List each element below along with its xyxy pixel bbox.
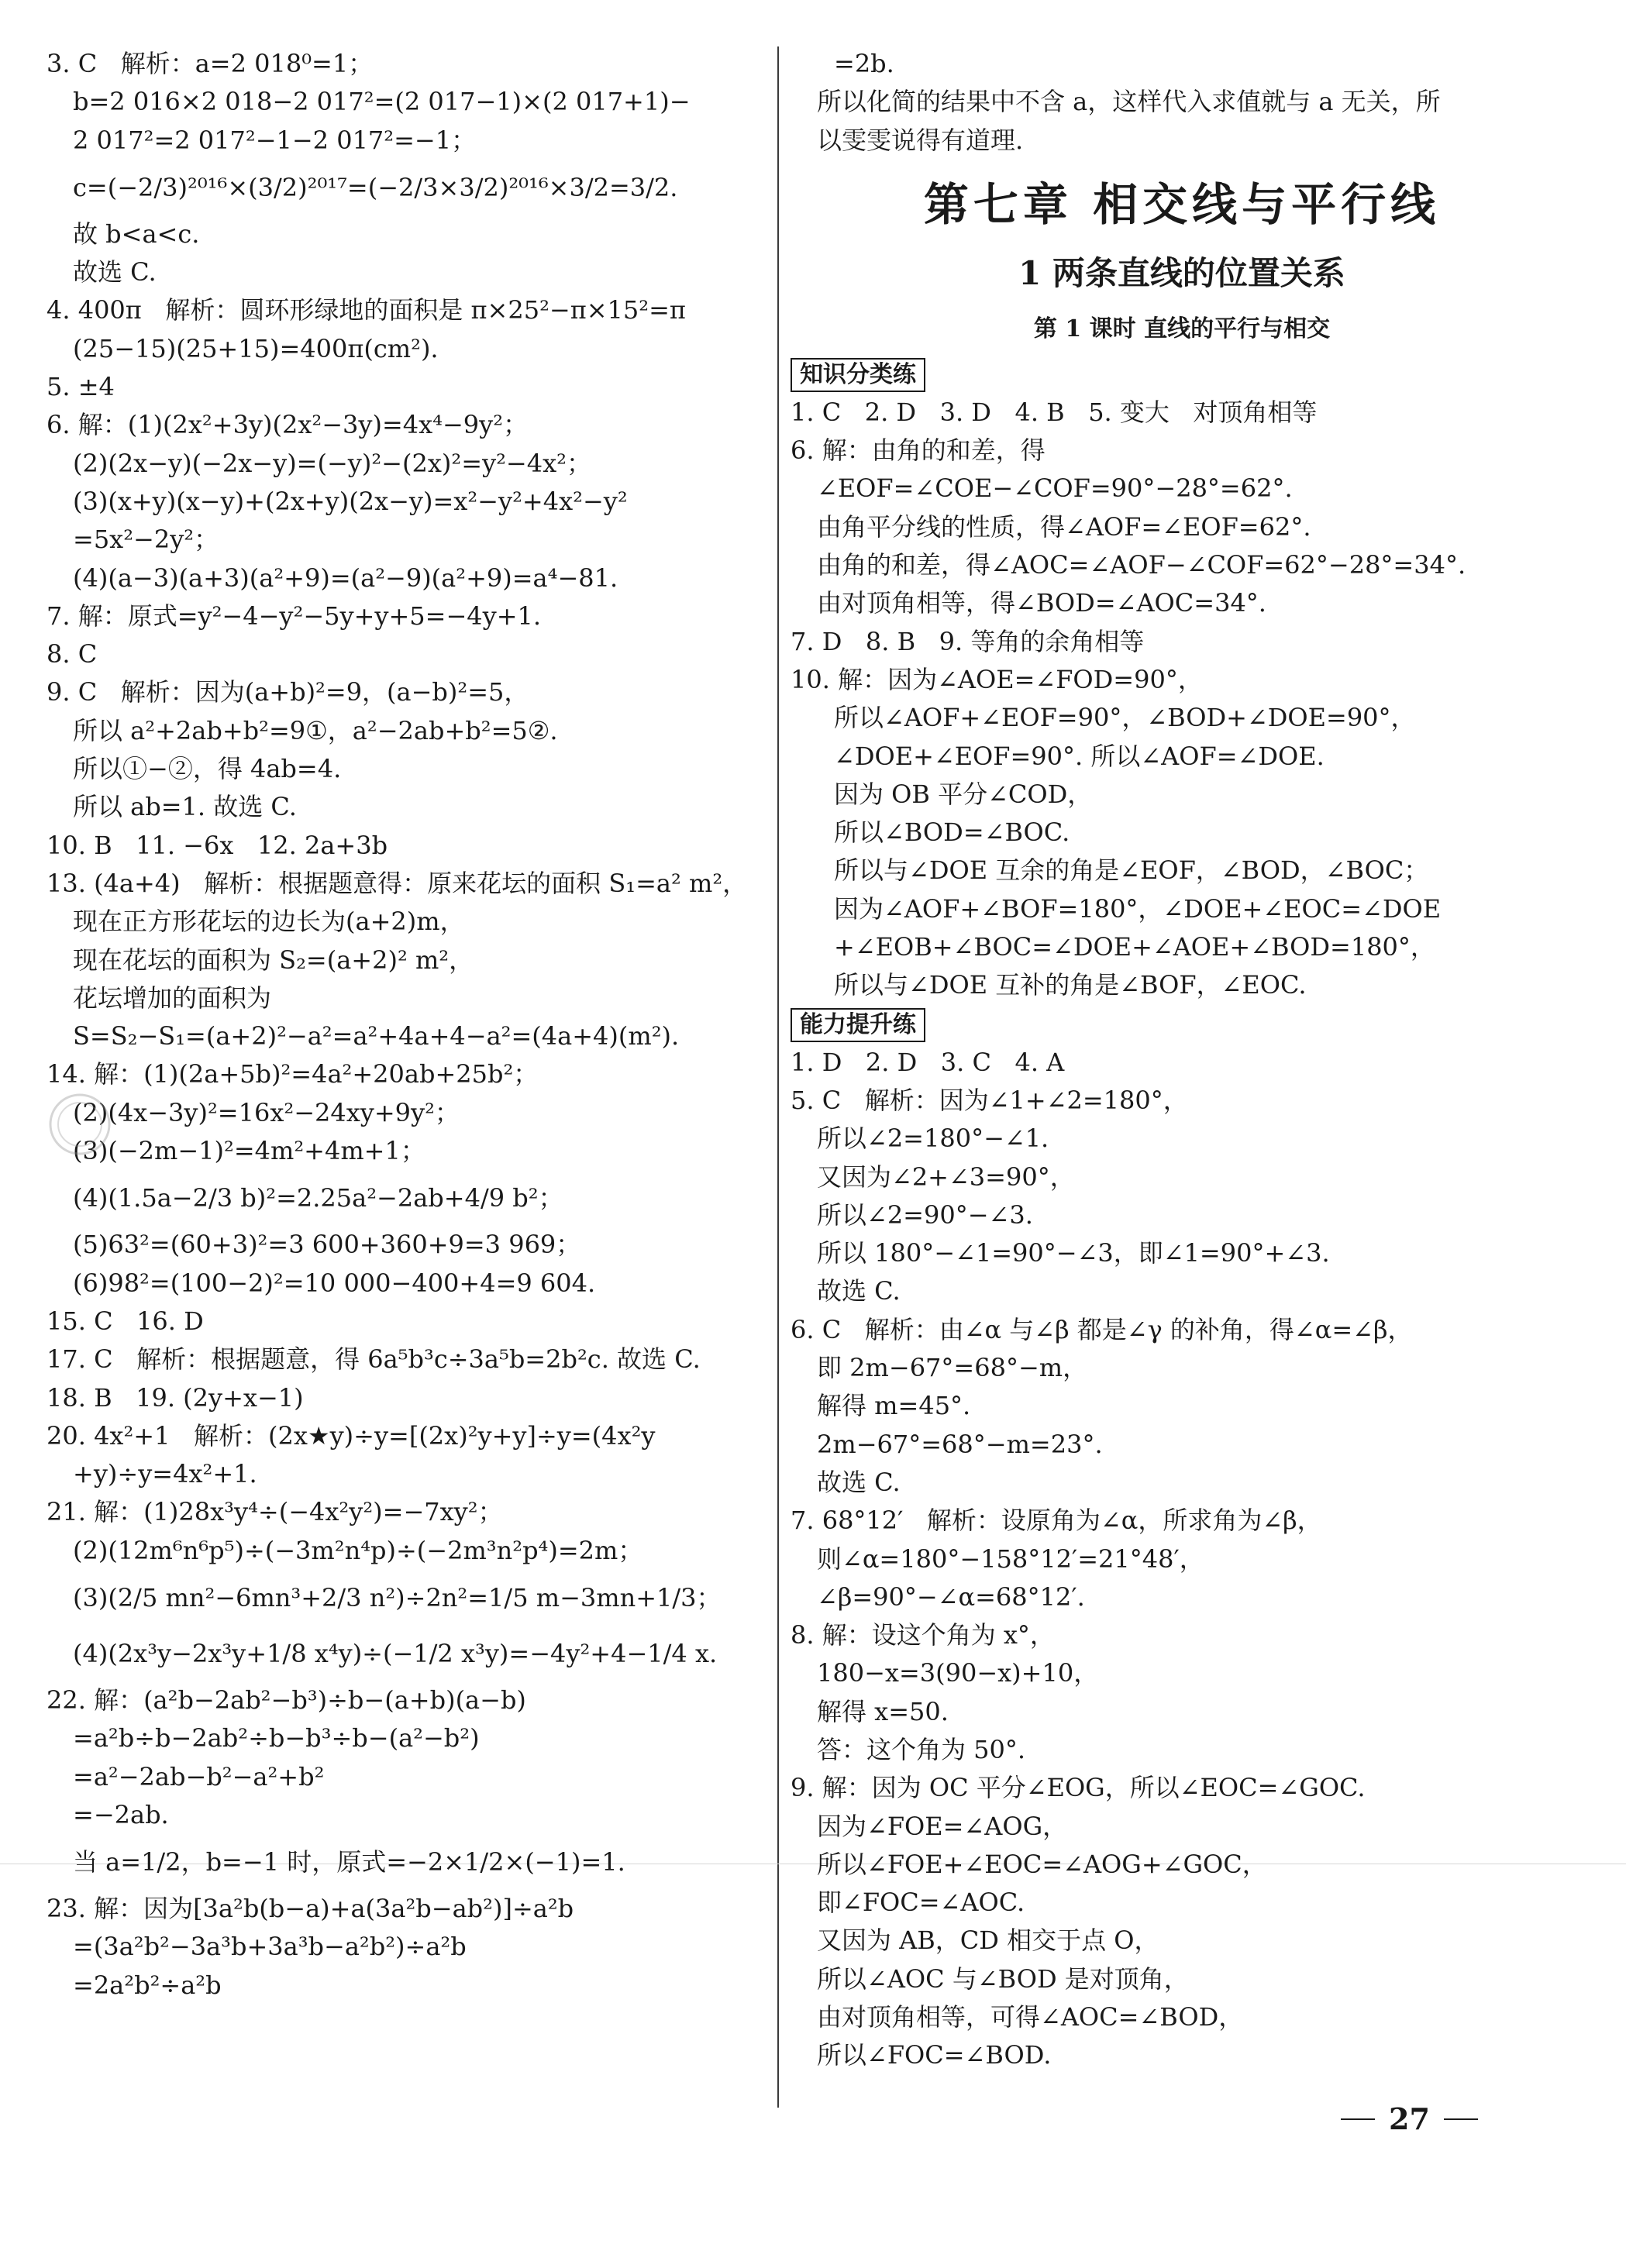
stamp-icon xyxy=(47,1091,113,1158)
answer-line: 又因为∠2+∠3=90°， xyxy=(817,1162,1075,1192)
answer-line: 7. 68°12′ 解析：设原角为∠α，所求角为∠β， xyxy=(791,1506,1322,1536)
answer-line: 由对顶角相等，可得∠AOC=∠BOD， xyxy=(817,2002,1244,2032)
footer-dash-left xyxy=(1341,2118,1375,2120)
answer-line: 所以与∠DOE 互余的角是∠EOF，∠BOD，∠BOC； xyxy=(834,855,1429,886)
answer-line: 1. D 2. D 3. C 4. A xyxy=(791,1047,1065,1077)
continued-answer-23 xyxy=(791,45,1573,160)
answer-line: 22. 解：(a²b−2ab²−b³)÷b−(a+b)(a−b) xyxy=(47,1685,526,1715)
answer-line: 所以与∠DOE 互补的角是∠BOF，∠EOC. xyxy=(834,970,1307,1000)
answer-line: 即∠FOC=∠AOC. xyxy=(817,1888,1025,1918)
answer-line: 9. 解：因为 OC 平分∠EOG，所以∠EOC=∠GOC. xyxy=(791,1773,1366,1803)
answer-line: =2b. xyxy=(834,49,894,78)
answer-line: (5)63²=(60+3)²=3 600+360+9=3 969； xyxy=(73,1230,581,1260)
answer-line: 10. B 11. −6x 12. 2a+3b xyxy=(47,830,388,860)
lesson-title: 第 1 课时 直线的平行与相交 xyxy=(1033,315,1331,342)
ability-practice-answers xyxy=(791,1044,1573,2075)
answer-line: 5. C 解析：因为∠1+∠2=180°， xyxy=(791,1085,1188,1115)
answer-line: 23. 解：因为[3a²b(b−a)+a(3a²b−ab²)]÷a²b xyxy=(47,1894,574,1924)
answer-line: 17. C 解析：根据题意，得 6a⁵b³c÷3a⁵b=2b²c. 故选 C. xyxy=(47,1344,701,1375)
answer-line: 180−x=3(90−x)+10， xyxy=(817,1658,1099,1688)
answer-line: (3)(x+y)(x−y)+(2x+y)(2x−y)=x²−y²+4x²−y² xyxy=(73,486,628,516)
answer-line: ∠DOE+∠EOF=90°. 所以∠AOF=∠DOE. xyxy=(834,741,1325,771)
answer-line: 故选 C. xyxy=(817,1467,901,1497)
answer-line: 2 017²=2 017²−1−2 017²=−1； xyxy=(73,125,477,155)
answer-line: 当 a=1/2，b=−1 时，原式=−2×1/2×(−1)=1. xyxy=(73,1847,625,1877)
answer-line: 以雯雯说得有道理. xyxy=(817,125,1024,155)
answer-line: 即 2m−67°=68°−m， xyxy=(817,1353,1088,1383)
answer-line: ∠β=90°−∠α=68°12′. xyxy=(817,1581,1085,1612)
answer-line: 8. C xyxy=(47,639,98,669)
answer-line: 6. 解：由角的和差，得 xyxy=(791,435,1046,466)
answer-line: c=(−2/3)²⁰¹⁶×(3/2)²⁰¹⁷=(−2/3×3/2)²⁰¹⁶×3/2=3/2. xyxy=(73,172,678,202)
answer-line: 所以∠AOF+∠EOF=90°，∠BOD+∠DOE=90°， xyxy=(834,703,1416,733)
column-divider xyxy=(777,46,779,2108)
answer-line: 所以∠FOE+∠EOC=∠AOG+∠GOC， xyxy=(817,1849,1267,1879)
answer-line: 现在正方形花坛的边长为(a+2)m， xyxy=(73,907,465,937)
answer-line: 14. 解：(1)(2a+5b)²=4a²+20ab+25b²； xyxy=(47,1059,539,1089)
answer-line: 所以 a²+2ab+b²=9①，a²−2ab+b²=5②. xyxy=(73,715,558,745)
answer-line: 由角平分线的性质，得∠AOF=∠EOF=62°. xyxy=(817,511,1311,542)
answer-line: 所以∠2=180°−∠1. xyxy=(817,1124,1049,1154)
answer-line: 所以∠2=90°−∠3. xyxy=(817,1199,1033,1230)
right-column xyxy=(791,45,1573,2075)
answer-line: (3)(−2m−1)²=4m²+4m+1； xyxy=(73,1136,425,1166)
answer-line: 因为∠AOF+∠BOF=180°，∠DOE+∠EOC=∠DOE xyxy=(834,893,1442,924)
answer-line: +∠EOB+∠BOC=∠DOE+∠AOE+∠BOD=180°， xyxy=(834,932,1435,962)
footer-dash-right xyxy=(1444,2118,1478,2120)
answer-line: +y)÷y=4x²+1. xyxy=(73,1459,257,1489)
answer-line: 故选 C. xyxy=(817,1276,901,1306)
answer-line: =2a²b²÷a²b xyxy=(73,1970,222,2000)
answer-line: 所以化简的结果中不含 a，这样代入求值就与 a 无关，所 xyxy=(817,87,1441,117)
answer-line: (3)(2/5 mn²−6mn³+2/3 n²)÷2n²=1/5 m−3mn+1/3； xyxy=(73,1582,722,1612)
section-title: 1 两条直线的位置关系 xyxy=(1018,253,1345,292)
answer-line: (4)(1.5a−2/3 b)²=2.25a²−2ab+4/9 b²； xyxy=(73,1183,563,1213)
answer-line: 解得 x=50. xyxy=(817,1696,949,1726)
answer-line: (4)(2x³y−2x³y+1/8 x⁴y)÷(−1/2 x³y)=−4y²+4−1/4 x. xyxy=(73,1638,718,1668)
answer-line: =5x²−2y²； xyxy=(73,525,219,555)
answer-line: 6. 解：(1)(2x²+3y)(2x²−3y)=4x⁴−9y²； xyxy=(47,410,529,440)
answer-line: 所以①−②，得 4ab=4. xyxy=(73,754,342,784)
answer-line: 5. ±4 xyxy=(47,372,115,402)
answer-line: 6. C 解析：由∠α 与∠β 都是∠γ 的补角，得∠α=∠β， xyxy=(791,1314,1413,1344)
answer-line: (2)(12m⁶n⁶p⁵)÷(−3m²n⁴p)÷(−2m³n²p⁴)=2m； xyxy=(73,1535,643,1565)
answer-line: ∠EOF=∠COE−∠COF=90°−28°=62°. xyxy=(817,473,1293,504)
page-footer xyxy=(1341,2101,1478,2136)
answer-line: 解得 m=45°. xyxy=(817,1391,971,1421)
answer-line: 现在花坛的面积为 S₂=(a+2)² m²， xyxy=(73,945,474,975)
answer-line: 答：这个角为 50°. xyxy=(817,1734,1026,1764)
answer-line: 所以∠AOC 与∠BOD 是对顶角， xyxy=(817,1963,1189,1994)
answer-line: S=S₂−S₁=(a+2)²−a²=a²+4a+4−a²=(4a+4)(m²). xyxy=(73,1021,680,1051)
answer-line: 2m−67°=68°−m=23°. xyxy=(817,1429,1103,1459)
left-column xyxy=(47,45,767,2005)
answer-line: 18. B 19. (2y+x−1) xyxy=(47,1382,304,1413)
answer-line: 故 b<a<c. xyxy=(73,219,200,249)
answer-line: =(3a²b²−3a³b+3a³b−a²b²)÷a²b xyxy=(73,1932,467,1962)
chapter-title: 第七章 相交线与平行线 xyxy=(923,177,1441,231)
answer-line: (6)98²=(100−2)²=10 000−400+4=9 604. xyxy=(73,1268,596,1298)
answer-line: 20. 4x²+1 解析：(2x★y)÷y=[(2x)²y+y]÷y=(4x²y xyxy=(47,1420,656,1451)
answer-line: 因为 OB 平分∠COD， xyxy=(834,779,1093,809)
answer-line: (2)(2x−y)(−2x−y)=(−y)²−(2x)²=y²−4x²； xyxy=(73,448,591,478)
answer-line: =a²b÷b−2ab²÷b−b³÷b−(a²−b²) xyxy=(73,1723,480,1753)
page-number: 27 xyxy=(1389,2101,1430,2136)
answer-line: 花坛增加的面积为 xyxy=(73,983,272,1013)
answer-line: 10. 解：因为∠AOE=∠FOD=90°， xyxy=(791,664,1203,694)
answer-line: (4)(a−3)(a+3)(a²+9)=(a²−9)(a²+9)=a⁴−81. xyxy=(73,563,618,593)
answer-line: 8. 解：设这个角为 x°， xyxy=(791,1620,1055,1650)
answer-line: 9. C 解析：因为(a+b)²=9，(a−b)²=5， xyxy=(47,677,529,707)
answer-line: 又因为 AB，CD 相交于点 O， xyxy=(817,1926,1159,1956)
answer-line: 15. C 16. D xyxy=(47,1306,204,1336)
knowledge-practice-answers xyxy=(791,394,1573,1005)
answer-line: b=2 016×2 018−2 017²=(2 017−1)×(2 017+1)− xyxy=(73,87,691,117)
answer-line: 所以∠BOD=∠BOC. xyxy=(834,817,1070,848)
answer-line: 7. 解：原式=y²−4−y²−5y+y+5=−4y+1. xyxy=(47,601,542,631)
answer-line: 故选 C. xyxy=(73,257,157,287)
answer-line: =a²−2ab−b²−a²+b² xyxy=(73,1761,325,1791)
answer-line: 21. 解：(1)28x³y⁴÷(−4x²y²)=−7xy²； xyxy=(47,1497,503,1527)
answer-line: 因为∠FOE=∠AOG， xyxy=(817,1811,1068,1841)
answer-line: 13. (4a+4) 解析：根据题意得：原来花坛的面积 S₁=a² m²， xyxy=(47,868,748,898)
answer-line: 由角的和差，得∠AOC=∠AOF−∠COF=62°−28°=34°. xyxy=(817,550,1466,580)
answer-line: 所以 180°−∠1=90°−∠3，即∠1=90°+∠3. xyxy=(817,1238,1330,1268)
answer-line: (2)(4x−3y)²=16x²−24xy+9y²； xyxy=(73,1097,460,1127)
answer-line: (25−15)(25+15)=400π(cm²). xyxy=(73,333,439,363)
answer-line: 所以∠FOC=∠BOD. xyxy=(817,2040,1052,2070)
answer-line: 4. 400π 解析：圆环形绿地的面积是 π×25²−π×15²=π xyxy=(47,295,686,325)
answer-line: 1. C 2. D 3. D 4. B 5. 变大 对顶角相等 xyxy=(791,397,1318,427)
answer-line: 由对顶角相等，得∠BOD=∠AOC=34°. xyxy=(817,588,1266,618)
answer-line: =−2ab. xyxy=(73,1799,169,1829)
answer-line: 3. C 解析：a=2 018⁰=1； xyxy=(47,49,374,78)
section-tag-knowledge: 知识分类练 xyxy=(791,358,925,392)
section-tag-ability: 能力提升练 xyxy=(791,1008,925,1042)
answer-line: 所以 ab=1. 故选 C. xyxy=(73,792,297,822)
answer-line: 则∠α=180°−158°12′=21°48′， xyxy=(817,1544,1204,1574)
answer-line: 7. D 8. B 9. 等角的余角相等 xyxy=(791,626,1145,656)
